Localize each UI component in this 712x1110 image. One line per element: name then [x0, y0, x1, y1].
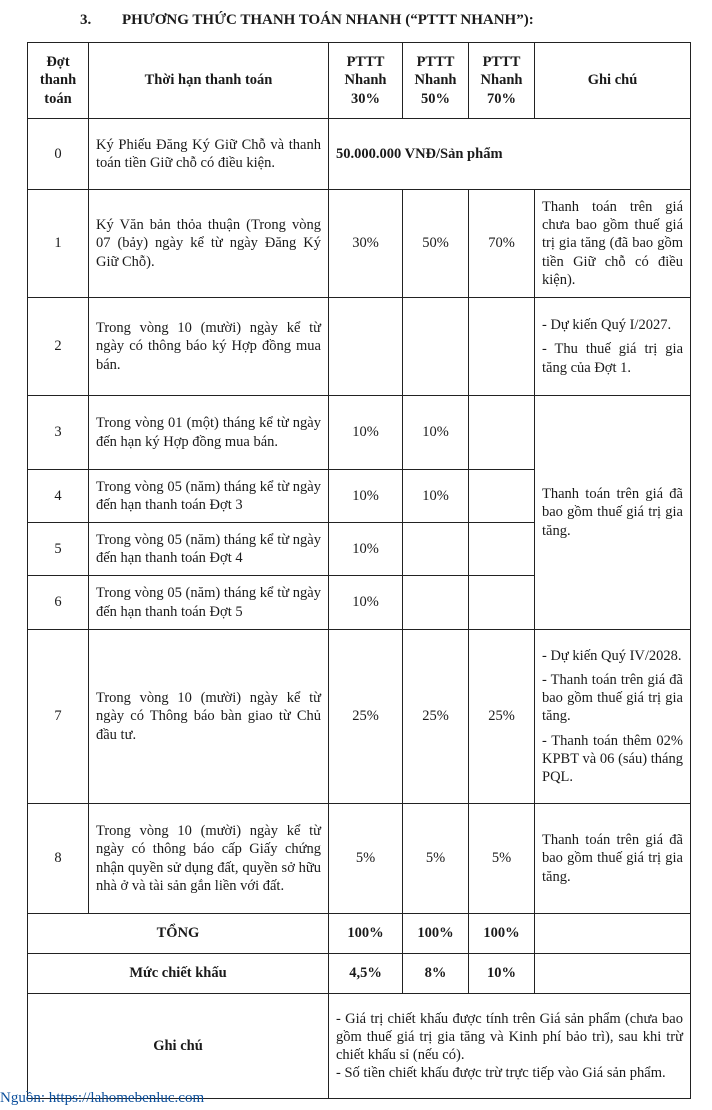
pttt-30-value [329, 298, 403, 396]
header-payment-term: Thời hạn thanh toán [89, 43, 329, 119]
table-row [28, 119, 691, 190]
note-line: - Thanh toán thêm 02% KPBT và 06 (sáu) tháng PQL. [542, 732, 683, 785]
total-50: 100% [403, 914, 469, 954]
pttt-70-value [469, 576, 535, 630]
footer-note-line: - Giá trị chiết khấu được tính trên Giá sản phẩm (chưa bao gồm thuế giá trị gia tăng và Kinh phí bảo trì), sau khi trừ chiết khấu sỉ (nếu có). [336, 1010, 683, 1063]
installment-number: 2 [28, 298, 89, 396]
installment-number: 6 [28, 576, 89, 630]
pttt-30-value: 10% [329, 396, 403, 470]
header-installment: Đợt thanh toán [28, 43, 89, 119]
pttt-50-value: 10% [403, 470, 469, 523]
section-heading [80, 12, 534, 29]
payment-term: Ký Phiếu Đăng Ký Giữ Chỗ và thanh toán tiền Giữ chỗ có điều kiện. [89, 119, 329, 190]
payment-term: Trong vòng 05 (năm) tháng kể từ ngày đến hạn thanh toán Đợt 5 [89, 576, 329, 630]
total-row [28, 914, 691, 954]
header-pttt-70: PTTT Nhanh 70% [469, 43, 535, 119]
pttt-30-value: 10% [329, 576, 403, 630]
discount-label: Mức chiết khấu [28, 954, 329, 994]
pttt-50-value [403, 523, 469, 576]
payment-term: Trong vòng 05 (năm) tháng kể từ ngày đến hạn thanh toán Đợt 3 [89, 470, 329, 523]
pttt-70-value: 70% [469, 190, 535, 298]
pttt-70-value [469, 396, 535, 470]
pttt-50-value: 5% [403, 804, 469, 914]
note-line: - Thu thuế giá trị gia tăng của Đợt 1. [542, 341, 683, 376]
pttt-30-value: 10% [329, 523, 403, 576]
table-row [28, 298, 691, 396]
row-note [535, 298, 691, 396]
table-row [28, 396, 691, 470]
total-70: 100% [469, 914, 535, 954]
pttt-70-value [469, 523, 535, 576]
payment-term: Trong vòng 10 (mười) ngày kể từ ngày có thông báo ký Hợp đồng mua bán. [89, 298, 329, 396]
total-note-empty [535, 914, 691, 954]
row-note: Thanh toán trên giá đã bao gồm thuế giá trị gia tăng. [535, 396, 691, 630]
pttt-70-value: 25% [469, 630, 535, 804]
installment-number: 8 [28, 804, 89, 914]
pttt-50-value: 50% [403, 190, 469, 298]
section-number: 3. [80, 12, 92, 28]
note-line: - Dự kiến Quý I/2027. [542, 317, 672, 334]
installment-number: 3 [28, 396, 89, 470]
header-pttt-30: PTTT Nhanh 30% [329, 43, 403, 119]
pttt-30-value: 30% [329, 190, 403, 298]
footer-notes-row [28, 994, 691, 1099]
reservation-amount: 50.000.000 VNĐ/Sản phẩm [329, 119, 691, 190]
pttt-30-value: 25% [329, 630, 403, 804]
discount-50: 8% [403, 954, 469, 994]
note-line: - Thanh toán trên giá đã bao gồm thuế giá trị gia tăng. [542, 672, 683, 725]
installment-number: 1 [28, 190, 89, 298]
table-header-row [28, 43, 691, 119]
installment-number: 4 [28, 470, 89, 523]
row-note [535, 630, 691, 804]
header-notes: Ghi chú [535, 43, 691, 119]
source-link[interactable]: Nguồn: https://lahomebenluc.com [0, 1090, 205, 1106]
pttt-70-value [469, 298, 535, 396]
pttt-70-value: 5% [469, 804, 535, 914]
pttt-50-value: 25% [403, 630, 469, 804]
footer-notes-content [329, 994, 691, 1099]
pttt-50-value: 10% [403, 396, 469, 470]
payment-term: Ký Văn bản thỏa thuận (Trong vòng 07 (bảy) ngày kể từ ngày Đăng Ký Giữ Chỗ). [89, 190, 329, 298]
total-30: 100% [329, 914, 403, 954]
payment-schedule-table [27, 42, 691, 1099]
installment-number: 7 [28, 630, 89, 804]
discount-note-empty [535, 954, 691, 994]
discount-row [28, 954, 691, 994]
row-note: Thanh toán trên giá đã bao gồm thuế giá trị gia tăng. [535, 804, 691, 914]
total-label: TỔNG [28, 914, 329, 954]
header-pttt-50: PTTT Nhanh 50% [403, 43, 469, 119]
pttt-50-value [403, 576, 469, 630]
pttt-50-value [403, 298, 469, 396]
table-row [28, 804, 691, 914]
footer-notes-label: Ghi chú [28, 994, 329, 1099]
installment-number: 5 [28, 523, 89, 576]
payment-term: Trong vòng 05 (năm) tháng kể từ ngày đến hạn thanh toán Đợt 4 [89, 523, 329, 576]
row-note: Thanh toán trên giá chưa bao gồm thuế giá trị gia tăng (đã bao gồm tiền Giữ chỗ có điều kiện). [535, 190, 691, 298]
footer-note-line: - Số tiền chiết khấu được trừ trực tiếp vào Giá sản phẩm. [336, 1065, 666, 1082]
discount-70: 10% [469, 954, 535, 994]
table-row [28, 630, 691, 804]
discount-30: 4,5% [329, 954, 403, 994]
table-row [28, 190, 691, 298]
section-title: PHƯƠNG THỨC THANH TOÁN NHANH (“PTTT NHANH”): [122, 12, 534, 28]
note-line: - Dự kiến Quý IV/2028. [542, 648, 682, 665]
payment-term: Trong vòng 10 (mười) ngày kể từ ngày có thông báo cấp Giấy chứng nhận quyền sử dụng đất, quyền sở hữu nhà ở và tài sản gắn liền với đất. [89, 804, 329, 914]
pttt-30-value: 5% [329, 804, 403, 914]
payment-term: Trong vòng 10 (mười) ngày kể từ ngày có Thông báo bàn giao từ Chủ đầu tư. [89, 630, 329, 804]
pttt-70-value [469, 470, 535, 523]
pttt-30-value: 10% [329, 470, 403, 523]
installment-number: 0 [28, 119, 89, 190]
payment-term: Trong vòng 01 (một) tháng kể từ ngày đến hạn ký Hợp đồng mua bán. [89, 396, 329, 470]
